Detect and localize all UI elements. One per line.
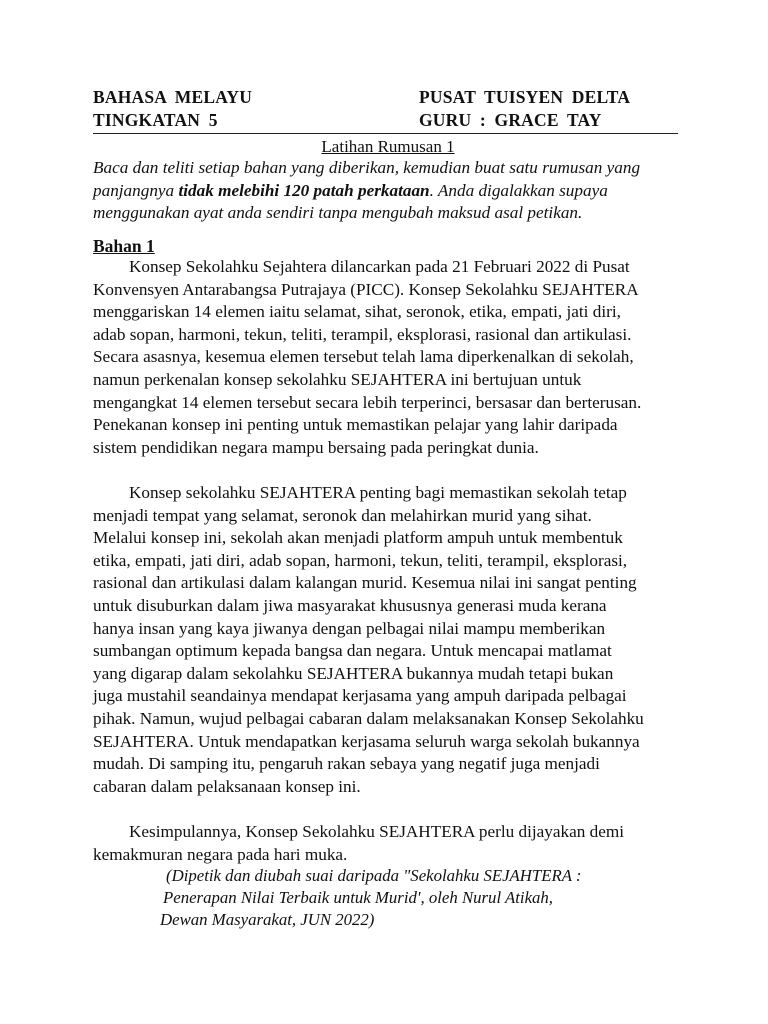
citation-line: Penerapan Nilai Terbaik untuk Murid', oleh Nurul Atikah, (163, 888, 554, 907)
paragraph-line: pihak. Namun, wujud pelbagai cabaran dalam melaksanakan Konsep Sekolahku (93, 708, 644, 728)
paragraph-line: Konsep sekolahku SEJAHTERA penting bagi memastikan sekolah tetap (129, 483, 627, 502)
centre-label: PUSAT TUISYEN DELTA (419, 87, 631, 107)
paragraph-line: mengangkat 14 elemen tersebut secara lebih terperinci, bersasar dan berterusan. (93, 392, 642, 412)
form-label: TINGKATAN 5 (93, 110, 218, 130)
paragraph-line: menjadi tempat yang selamat, seronok dan melahirkan murid yang sihat. (93, 505, 592, 525)
paragraph-line: rasional dan artikulasi dalam kalangan murid. Kesemua nilai ini sangat penting (93, 573, 637, 593)
section-label: Bahan 1 (93, 236, 155, 256)
source-citation (160, 865, 581, 931)
instruction-text (93, 157, 683, 225)
subject-label: BAHASA MELAYU (93, 87, 253, 107)
paragraph-line: sumbangan optimum kepada bangsa dan negara. Untuk mencapai matlamat (93, 641, 612, 661)
paragraph-line: Konvensyen Antarabangsa Putrajaya (PICC). Konsep Sekolahku SEJAHTERA (93, 279, 639, 299)
paragraph-line: SEJAHTERA. Untuk mendapatkan kerjasama seluruh warga sekolah bukannya (93, 731, 640, 751)
citation-line: Dewan Masyarakat, JUN 2022) (160, 910, 375, 929)
paragraph-2 (93, 482, 688, 798)
paragraph-line: menggariskan 14 elemen iaitu selamat, sihat, seronok, etika, empati, jati diri, (93, 302, 621, 322)
header-left (93, 86, 393, 132)
paragraph-3 (93, 821, 688, 866)
exercise-title: Latihan Rumusan 1 (321, 137, 455, 156)
instruction-word-limit: tidak melebihi 120 patah perkataan (178, 180, 430, 200)
paragraph-line: untuk disuburkan dalam jiwa masyarakat khususnya generasi muda kerana (93, 595, 607, 615)
instruction-part-1: Baca dan teliti setiap bahan yang diberikan, kemudian buat satu rumusan yang panjangnya (93, 158, 641, 200)
paragraph-line: kemakmuran negara pada hari muka. (93, 844, 348, 864)
paragraph-line: Kesimpulannya, Konsep Sekolahku SEJAHTERA perlu dijayakan demi (129, 822, 625, 841)
paragraph-line: mudah. Di samping itu, pengaruh rakan sebaya yang negatif juga menjadi (93, 754, 600, 774)
header-divider (93, 133, 678, 134)
instruction-part-2: . Anda digalakkan supaya menggunakan ayat anda sendiri tanpa mengubah maksud asal petikan. (93, 180, 608, 222)
paragraph-line: Konsep Sekolahku Sejahtera dilancarkan pada 21 Februari 2022 di Pusat (129, 257, 630, 276)
paragraph-line: cabaran dalam pelaksanaan konsep ini. (93, 776, 361, 796)
paragraph-1 (93, 256, 688, 459)
paragraph-line: namun perkenalan konsep sekolahku SEJAHTERA ini bertujuan untuk (93, 369, 582, 389)
teacher-label: GURU : GRACE TAY (419, 110, 602, 130)
paragraph-line: etika, empati, jati diri, adab sopan, harmoni, tekun, teliti, terampil, eksplorasi, (93, 550, 628, 570)
paragraph-line: juga mustahil seandainya mendapat kerjasama yang ampuh daripada pelbagai (93, 686, 627, 706)
paragraph-line: adab sopan, harmoni, tekun, teliti, terampil, eksplorasi, rasional dan artikulasi. (93, 324, 632, 344)
paragraph-line: Melalui konsep ini, sekolah akan menjadi platform ampuh untuk membentuk (93, 528, 623, 548)
paragraph-line: Penekanan konsep ini penting untuk memastikan pelajar yang lahir daripada (93, 415, 618, 435)
paragraph-line: hanya insan yang kaya jiwanya dengan pelbagai nilai mampu memberikan (93, 618, 606, 638)
paragraph-line: sistem pendidikan negara mampu bersaing pada peringkat dunia. (93, 437, 539, 457)
citation-line: (Dipetik dan diubah suai daripada "Sekolahku SEJAHTERA : (166, 866, 582, 885)
header-right (419, 86, 689, 132)
paragraph-line: yang digarap dalam sekolahku SEJAHTERA bukannya mudah tetapi bukan (93, 663, 614, 683)
paragraph-line: Secara asasnya, kesemua elemen tersebut telah lama diperkenalkan di sekolah, (93, 347, 634, 367)
